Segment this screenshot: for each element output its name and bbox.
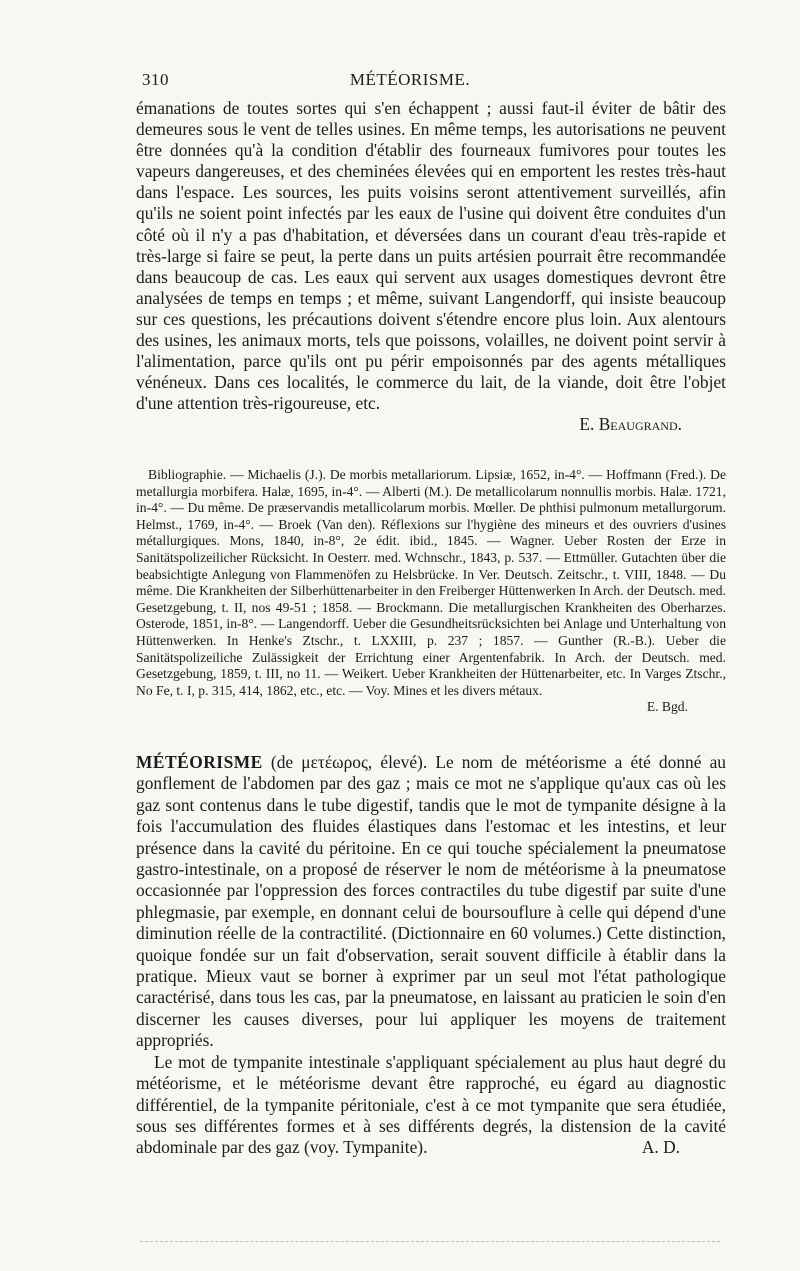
preceding-article-signature: E. Beaugrand. <box>579 414 682 435</box>
article-second-paragraph <box>136 1052 726 1159</box>
article-paragraph-2: Le mot de tympanite intestinale s'appliquant spécialement au plus haut degré du météorisme, et le météorisme devant être rapproché, eu égard au diagnostic différentiel, de la tympanite péritoniale, c'est à ce mot tympanite que sera étudiée, sous ses différentes formes et à ses différents degrés, la distension de la cavité abdominale par des gaz (voy. Tympanite). <box>136 1051 726 1158</box>
article-signature: A. D. <box>641 1137 680 1158</box>
bibliography-signature: E. Bgd. <box>646 699 688 715</box>
bibliography-text: Bibliographie. — Michaelis (J.). De morbis metallariorum. Lipsiæ, 1652, in-4°. — Hoffmann (Fred.). De metallurgia morbifera. Halæ, 1695, in-4°. — Alberti (M.). De metallicolarum nonnullis morbis. Halæ. 1721, in-4°. — Du même. De præservandis metallicolarum morbis. Mœller. De phthisi pulmonum metallurgorum. Helmst., 1769, in-4°. — Broek (Van den). Réflexions sur l'hygiène des mineurs et des ouvriers d'usines métallurgiques. Mons, 1840, in-8°, 2e édit. ibid., 1845. — Wagner. Ueber Rosten der Erze in Sanitätspolizeilicher Rücksicht. In Oesterr. med. Wchnschr., 1843, p. 537. — Ettmüller. Gutachten über die beabsichtigte Anlegung von Flammenöfen zu Helsbrücke. In Ver. Deutsch. Zeitschr., t. VIII, 1848. — Du même. Die Krankheiten der Silberhüttenarbeiter in den Freiberger Hüttenwerken In Arch. der Deutsch. med. Gesetzgebung, t. II, nos 49-51 ; 1858. — Brockmann. Die metallurgischen Krankheiten des Oberharzes. Osterode, 1851, in-8°. — Langendorff. Ueber die Gesundheitsrücksichten bei Anlage und Unterhaltung von Hüttenwerken. In Henke's Ztschr., t. LXXIII, p. 237 ; 1857. — Gunther (R.-B.). Ueber die Sanitätspolizeiliche Zulässigkeit der Errichtung einer Argentenfabrik. In Arch. der Deutsch. med. Gesetzgebung, 1859, t. III, no 11. — Weikert. Ueber Krankheiten der Hüttenarbeiter, etc. In Varges Ztschr., No Fe, t. I, p. 315, 414, 1862, etc., etc. — Voy. Mines et les divers métaux. <box>136 467 726 698</box>
page-number: 310 <box>142 70 169 89</box>
article-headword: MÉTÉORISME <box>136 752 263 772</box>
article-paragraph-1: Le nom de météorisme a été donné au gonflement de l'abdomen par des gaz ; mais ce mot ne s'applique qu'aux cas où les gaz sont contenus dans le tube digestif, tandis que le mot de tympanite désigne à la fois l'accumulation des fluides élastiques dans l'estomac et les intestins, et leur présence dans la cavité du péritoine. En ce qui touche spécialement la pneumatose gastro-intestinale, on a proposé de réserver le nom de météorisme à la pneumatose occasionnée par l'oppression des forces contractiles du tube digestif par suite d'une phlegmasie, par exemple, en donnant celui de boursouflure à celle qui dépend d'une diminution réelle de la contractilité. (Dictionnaire en 60 volumes.) Cette distinction, quoique fondée sur un fait d'observation, serait souvent difficile à établir dans la pratique. Mieux vaut se borner à exprimer par un seul mot l'état pathologique caractérisé, dans tous les cas, par la pneumatose, en laissant au praticien le soin d'en discerner les causes diverses, pour lui appliquer les moyens de traitement appropriés. <box>136 752 726 1051</box>
bibliography <box>136 467 726 716</box>
preceding-article <box>136 98 726 436</box>
article-etymology: (de μετέωρος, élevé). <box>270 752 428 772</box>
article-meteorisme <box>136 752 726 1159</box>
bottom-rule <box>140 1241 720 1242</box>
preceding-article-text: émanations de toutes sortes qui s'en échappent ; aussi faut-il éviter de bâtir des demeures sous le vent de telles usines. En même temps, les autorisations ne peuvent être données qu'à la condition d'établir des fourneaux fumivores pour toutes les vapeurs dangereuses, et des cheminées élevées qui en emportent les restes très-haut dans l'espace. Les sources, les puits voisins seront attentivement surveillés, afin qu'ils ne soient point infectés par les eaux de l'usine qui doivent être conduites d'un côté où il n'y a pas d'habitation, et déversées dans un courant d'eau très-rapide et très-large si faire se peut, la perte dans un puits artésien pourrait être recommandée dans beaucoup de cas. Les eaux qui servent aux usages domestiques devront être analysées de temps en temps ; et même, suivant Langendorff, qui insiste beaucoup sur ces questions, les précautions doivent s'étendre encore plus loin. Aux alentours des usines, les animaux morts, tels que poissons, volailles, ne doivent point servir à l'alimentation, parce qu'ils ont pu périr empoisonnés par des agents métalliques vénéneux. Dans ces localités, le commerce du lait, de la viande, doit être l'objet d'une attention très-rigoureuse, etc. <box>136 98 726 414</box>
running-title: MÉTÉORISME. <box>349 70 471 89</box>
article-first-paragraph <box>136 752 726 1052</box>
